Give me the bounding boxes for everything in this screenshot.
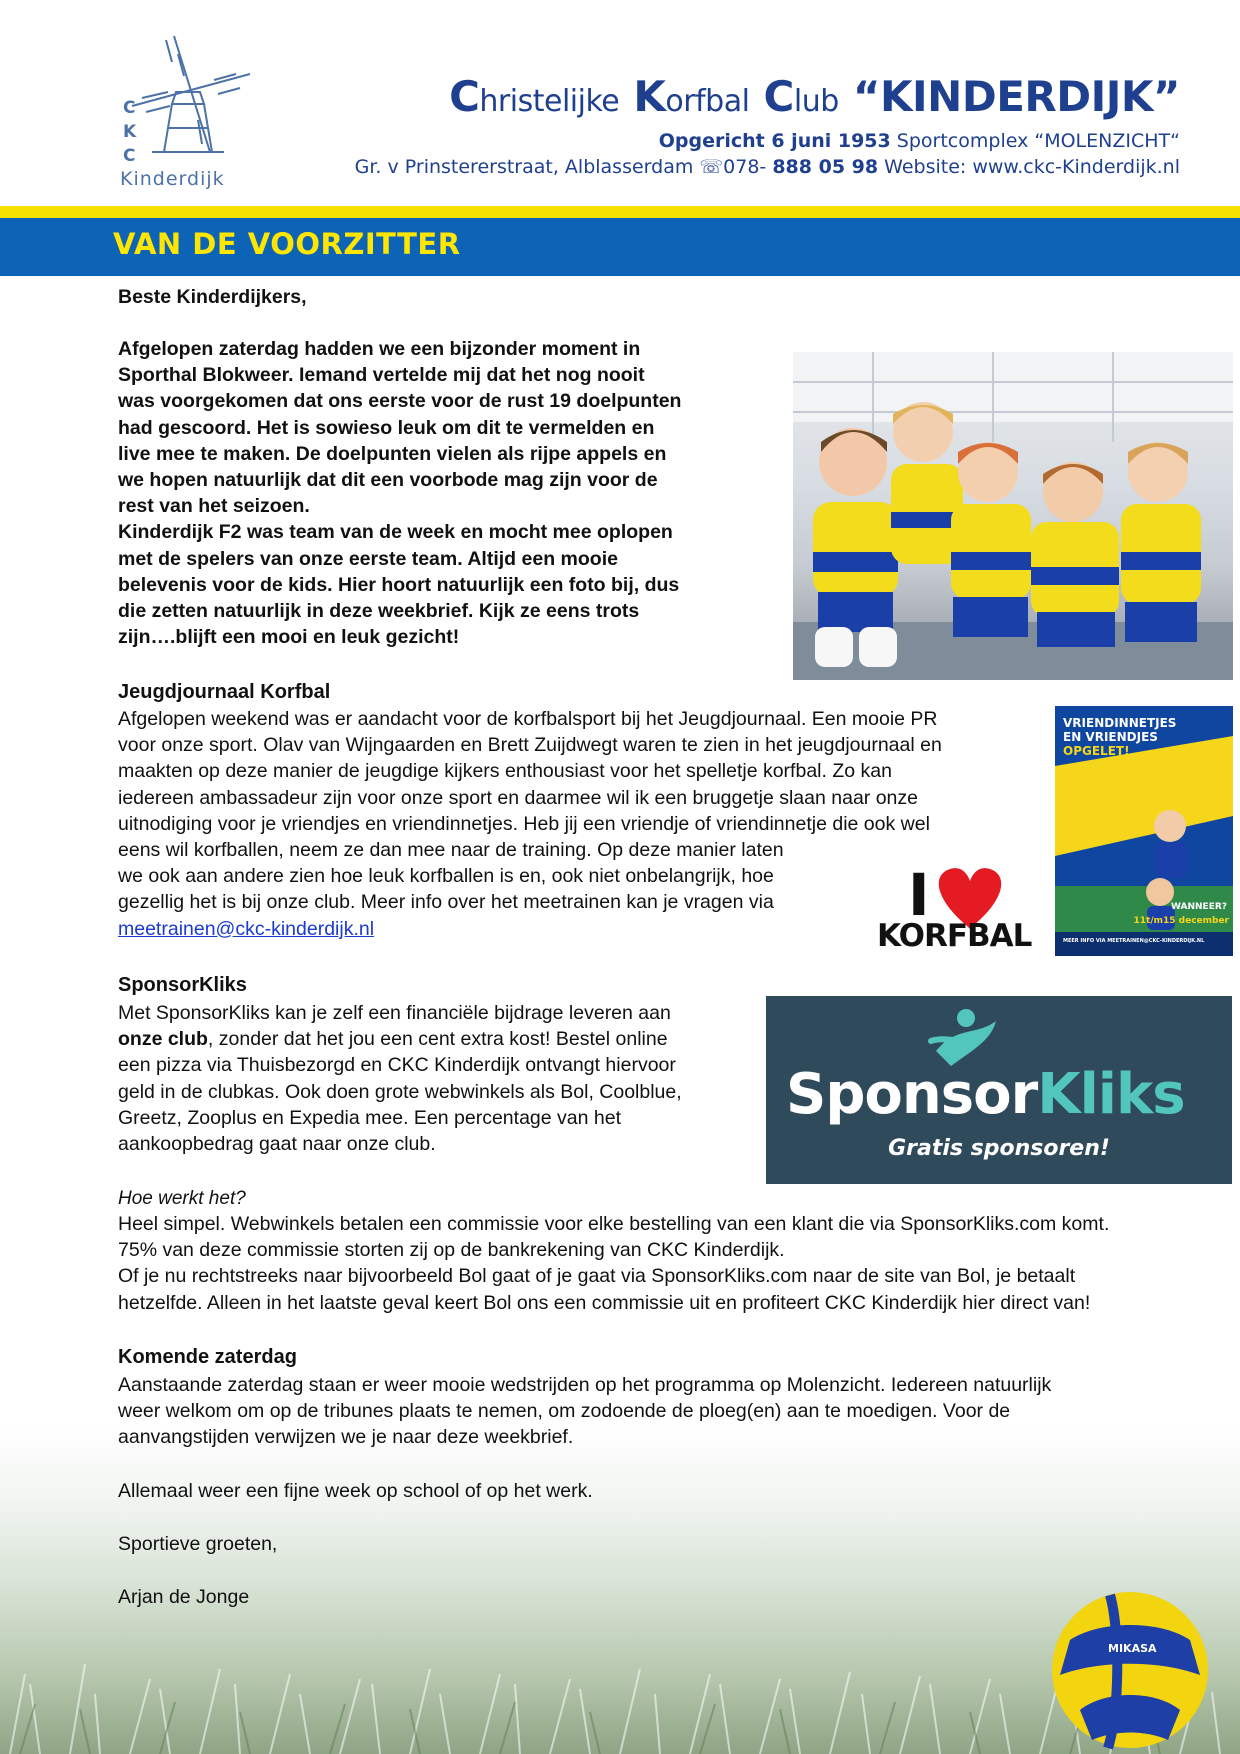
logo-letter-c1: C [123,98,136,118]
jeugd-line: voor onze sport. Olav van Wijngaarden en Brett Zuijdwegt waren te zien in het jeugdjournaal en [118,734,942,757]
phone-number: 888 05 98 [772,156,879,178]
title-c2: C [763,72,794,121]
club-title [449,72,1180,121]
greeting: Beste Kinderdijkers, [118,286,307,308]
intro-line: belevenis voor de kids. Hier hoort natuurlijk een foto bij, dus [118,573,680,596]
signature-name: Arjan de Jonge [118,1586,250,1608]
sponsorkliks-logo [766,996,1232,1184]
intro-line: Kinderdijk F2 was team van de week en mocht mee oplopen [118,521,673,544]
intro-line: had gescoord. Het is sowieso leuk om dit te vermelden en [118,416,655,439]
sponsor-line: aankoopbedrag gaat naar onze club. [118,1133,436,1156]
poster-when: WANNEER? [1171,902,1227,912]
sponsorkliks-wordmark [786,1062,1185,1127]
jeugd-line: maakten op deze manier de jeugdige kijkers enthousiast voor het spelletje korfbal. Zo kan [118,760,892,783]
saturday-line: aanvangstijden verwijzen we je naar deze weekbrief. [118,1426,574,1449]
sponsorkliks-tagline: Gratis sponsoren! [888,1136,1110,1161]
korfbal-word: KORFBAL [877,918,1032,954]
ball-brand: MIKASA [1108,1642,1157,1655]
title-kinderdijk: “KINDERDIJK” [852,72,1180,121]
jeugd-paragraph [118,706,942,942]
sponsor-line: Met SponsorKliks kan je zelf een financiële bijdrage leveren aan [118,1002,671,1024]
sponsor-line [118,1026,682,1052]
poster-dates: 11t/m15 december [1133,916,1229,926]
sponsor-word: Sponsor [786,1062,1038,1127]
section-title: VAN DE VOORZITTER [113,227,461,261]
how-paragraph [118,1211,1109,1316]
jeugd-line: gezellig het is bij onze club. Meer info over het meetrainen kan je vragen via [118,891,774,914]
sponsor-line: een pizza via Thuisbezorgd en CKC Kinderdijk ontvangt hiervoor [118,1054,676,1077]
meetrainen-email-link[interactable]: meetrainen@ckc-kinderdijk.nl [118,917,375,940]
intro-line: zijn….blijft een mooi en leuk gezicht! [118,626,460,649]
intro-paragraph [118,336,681,650]
jeugd-line: uitnodiging voor je vriendjes en vriendinnetjes. Heb jij een vriendje of vriendinnetje die ook wel [118,812,930,835]
jeugd-line: eens wil korfballen, neem ze dan mee naar de training. Op deze manier laten [118,839,784,862]
poster-title-2: EN VRIENDJES [1063,730,1158,744]
team-photo-illustration [793,352,1233,680]
address-line [355,156,1180,178]
closing-week: Allemaal weer een fijne week op school of op het werk. [118,1480,593,1502]
sponsor-line: geld in de clubkas. Ook doen grote webwinkels als Bol, Coolblue, [118,1080,682,1103]
jeugd-line: we ook aan andere zien hoe leuk korfballen is en, ook niet onbelangrijk, hoe [118,865,774,888]
logo-letter-k: K [123,122,137,142]
jeugd-line: Afgelopen weekend was er aandacht voor de korfbalsport bij het Jeugdjournaal. Een mooie PR [118,708,938,730]
founded-line [659,130,1180,152]
sponsor-line-rest: , zonder dat het jou een cent extra kost! Bestel online [207,1028,668,1051]
intro-line: was voorgekomen dat ons eerste voor de rust 19 doelpunten [118,390,682,413]
sponsor-paragraph [118,1000,682,1157]
sponsor-line: Greetz, Zooplus en Expedia mee. Een percentage van het [118,1106,621,1129]
intro-line: met de spelers van onze eerste team. Altijd een mooie [118,547,618,570]
how-line: Of je nu rechtstreeks naar bijvoorbeeld Bol gaat of je gaat via SponsorKliks.com naar de site van Bol, je betaalt [118,1265,1076,1288]
how-line: hetzelfde. Alleen in het laatste geval keert Bol ons een commissie uit en profiteert CKC Kinderdijk hier direct van! [118,1291,1091,1314]
intro-line: die zetten natuurlijk in deze weekbrief. Kijk ze eens trots [118,600,640,623]
sponsor-heading: SponsorKliks [118,974,247,996]
title-c: C [449,72,480,121]
jeugd-heading: Jeugdjournaal Korfbal [118,681,331,703]
poster-info: MEER INFO VIA MEETRAINEN@CKC-KINDERDIJK.NL [1063,938,1205,944]
website: Website: www.ckc-Kinderdijk.nl [878,156,1180,178]
how-heading: Hoe werkt het? [118,1188,246,1209]
saturday-heading: Komende zaterdag [118,1346,297,1368]
team-photo [793,352,1233,680]
jeugd-line: iedereen ambassadeur zijn voor onze sport en daarmee wil ik een bruggetje slaan naar onze [118,786,918,809]
logo-text: Kinderdijk [120,168,225,190]
saturday-line: Aanstaande zaterdag staan er weer mooie wedstrijden op het programma op Molenzicht. Iedereen natuurlijk [118,1374,1052,1396]
intro-line: rest van het seizoen. [118,495,310,518]
closing-regards: Sportieve groeten, [118,1533,278,1555]
sportcomplex: Sportcomplex “MOLENZICHT“ [890,130,1180,152]
title-christelijke: hristelijke [479,84,620,119]
logo-letter-c2: C [123,146,136,166]
onze-club-bold: onze club [118,1028,208,1051]
how-line: Heel simpel. Webwinkels betalen een commissie voor elke bestelling van een klant die via SponsorKliks.com komt. [118,1213,1110,1235]
kliks-word: Kliks [1037,1062,1185,1127]
korfbal-i: I [908,861,930,929]
how-line: 75% van deze commissie storten zij op de bankrekening van CKC Kinderdijk. [118,1239,785,1262]
intro-line: we hopen natuurlijk dat dit een voorbode mag zijn voor de [118,469,658,492]
intro-line: Sporthal Blokweer. Iemand vertelde mij dat het nog nooit [118,364,645,387]
founded-date: Opgericht 6 juni 1953 [658,130,891,152]
korfball-ball [1050,1590,1210,1750]
poster-title-1: VRIENDINNETJES [1063,716,1177,730]
intro-line: live mee te maken. De doelpunten vielen als rijpe appels en [118,442,667,465]
yellow-band [0,206,1240,218]
title-k: K [633,72,666,121]
poster-title-3: OPGELET! [1063,744,1130,758]
saturday-paragraph [118,1372,1051,1451]
address: Gr. v Prinstererstraat, Alblasserdam ☏078- [354,156,773,178]
title-korfbal: orfbal [665,84,750,119]
vriendjes-poster [1055,706,1233,956]
intro-line: Afgelopen zaterdag hadden we een bijzonder moment in [118,338,641,360]
title-club: lub [793,84,839,119]
saturday-line: weer welkom om op de tribunes plaats te nemen, om zodoende de ploeg(en) aan te moedigen. Voor de [118,1400,1011,1423]
